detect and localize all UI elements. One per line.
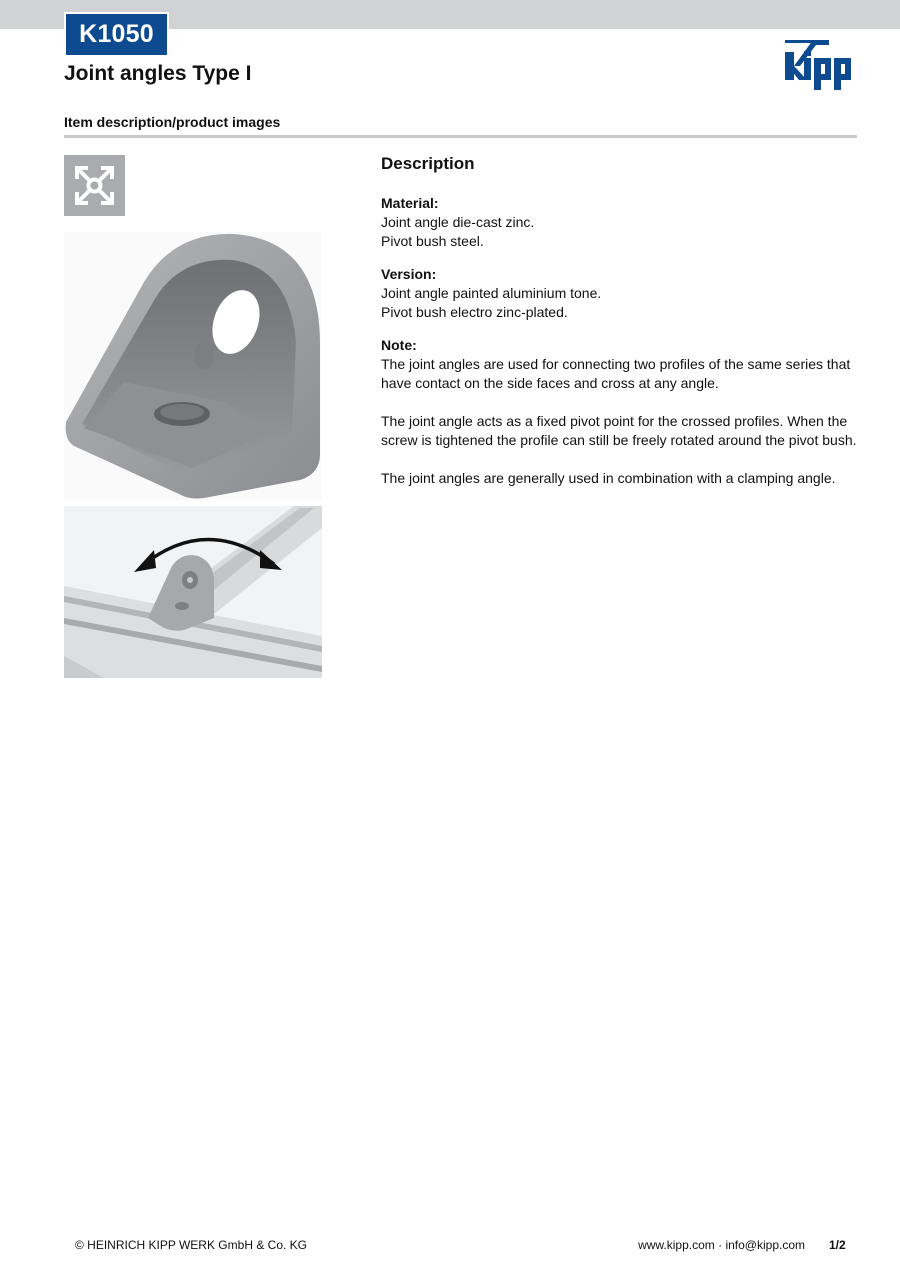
material-label: Material: [381, 195, 439, 211]
footer-copyright: © HEINRICH KIPP WERK GmbH & Co. KG [75, 1238, 307, 1252]
version-label: Version: [381, 266, 437, 282]
version-line: Joint angle painted aluminium tone. [381, 285, 602, 301]
joint-angle-assembly-photo [64, 506, 322, 678]
page-number: 1/2 [829, 1238, 846, 1252]
kipp-logo [783, 36, 859, 92]
description-title: Description [381, 154, 475, 173]
section-divider [64, 135, 857, 138]
item-code: K1050 [66, 14, 167, 55]
footer-contact: www.kipp.com · info@kipp.com [638, 1238, 805, 1252]
material-line: Joint angle die-cast zinc. [381, 214, 535, 230]
section-heading: Item description/product images [64, 114, 281, 130]
material-line: Pivot bush steel. [381, 233, 484, 249]
note-paragraph: The joint angles are used for connecting two profiles of the same series that have contact on the side faces and cross at any angle. [381, 356, 851, 391]
note-paragraph: The joint angle acts as a fixed pivot point for the crossed profiles. When the screw is tightened the profile can still be freely rotated around the pivot bush. [381, 413, 857, 448]
description-block [381, 153, 861, 488]
note-label: Note: [381, 337, 417, 353]
page-title: Joint angles Type I [64, 62, 252, 85]
item-code-badge [64, 12, 169, 57]
version-line: Pivot bush electro zinc-plated. [381, 304, 568, 320]
note-paragraph: The joint angles are generally used in combination with a clamping angle. [381, 470, 836, 486]
joint-angle-photo [64, 232, 322, 500]
expand-image-button[interactable] [64, 155, 125, 216]
expand-icon [64, 155, 125, 216]
